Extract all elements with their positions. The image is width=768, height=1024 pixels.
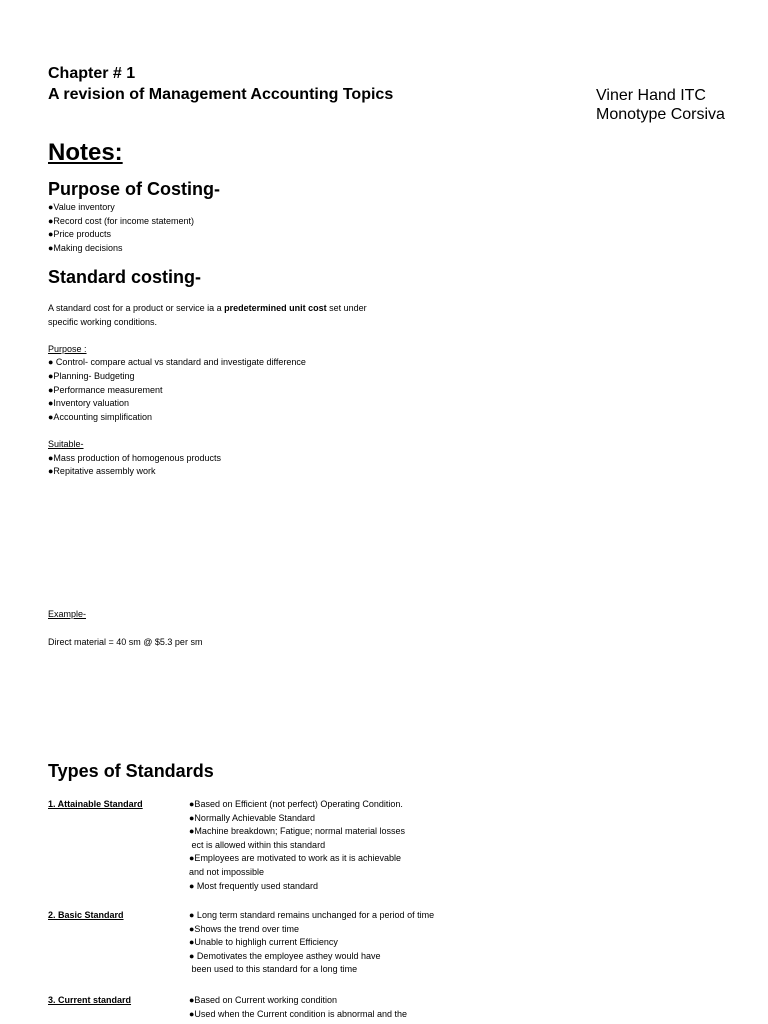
list-item: ●Mass production of homogenous products bbox=[48, 452, 222, 463]
type-name-current: 3. Current standard bbox=[48, 995, 132, 1005]
list-item: ●Employees are motivated to work as it is achievable bbox=[189, 853, 402, 864]
list-item: ● Long term standard remains unchanged for a period of time bbox=[189, 910, 435, 920]
list-item: ●Price products bbox=[48, 229, 111, 240]
standard-costing-heading: Standard costing- bbox=[48, 267, 202, 287]
list-item: ●Used when the Current condition is abnormal and the bbox=[189, 1008, 408, 1019]
list-item: ●Unable to highligh current Efficiency bbox=[189, 937, 338, 948]
list-item: ●Repitative assembly work bbox=[48, 466, 156, 477]
types-of-standards-heading: Types of Standards bbox=[48, 761, 214, 781]
list-item: ●Based on Efficient (not perfect) Operating Condition. bbox=[189, 799, 403, 809]
example-label: Example- bbox=[48, 609, 87, 619]
list-item: ●Value inventory bbox=[48, 202, 115, 212]
list-item: ●Normally Achievable Standard bbox=[189, 812, 315, 823]
definition-text-end: set under bbox=[326, 303, 367, 313]
font-note-1: Viner Hand ITC bbox=[596, 87, 706, 104]
list-item: and not impossible bbox=[189, 866, 265, 877]
list-item: ●Accounting simplification bbox=[48, 411, 152, 422]
type-details-basic bbox=[189, 909, 434, 977]
type-name-attainable: 1. Attainable Standard bbox=[48, 799, 143, 809]
example-text: Direct material = 40 sm @ $5.3 per sm bbox=[48, 637, 203, 647]
chapter-number: Chapter # 1 bbox=[48, 65, 136, 82]
purpose-of-costing-list bbox=[48, 201, 194, 255]
list-item: ●Planning- Budgeting bbox=[48, 370, 135, 381]
list-item: ●Making decisions bbox=[48, 242, 123, 253]
list-item: ect is allowed within this standard bbox=[189, 839, 326, 850]
list-item: ●Inventory valuation bbox=[48, 398, 129, 409]
type-details-current bbox=[189, 994, 407, 1024]
list-item: ● Most frequently used standard bbox=[189, 880, 319, 891]
list-item: ●Shows the trend over time bbox=[189, 923, 299, 934]
list-item: ●Machine breakdown; Fatigue; normal material losses bbox=[189, 826, 406, 837]
chapter-title: A revision of Management Accounting Topics bbox=[48, 86, 394, 103]
definition-bold: predetermined unit cost bbox=[224, 303, 327, 313]
purpose-of-costing-heading: Purpose of Costing- bbox=[48, 179, 220, 199]
type-name-basic: 2. Basic Standard bbox=[48, 910, 124, 920]
suitable-label: Suitable- bbox=[48, 438, 84, 449]
list-item: ●Based on Current working condition bbox=[189, 995, 338, 1005]
standard-costing-definition bbox=[48, 302, 367, 479]
list-item: ●Record cost (for income statement) bbox=[48, 215, 194, 226]
notes-heading: Notes: bbox=[48, 139, 123, 166]
list-item: ● Demotivates the employee asthey would have bbox=[189, 950, 381, 961]
list-item: ● Control- compare actual vs standard and investigate difference bbox=[48, 357, 306, 368]
definition-text: A standard cost for a product or service ia a bbox=[48, 303, 225, 313]
type-details-attainable bbox=[189, 798, 405, 893]
font-note-2: Monotype Corsiva bbox=[596, 106, 725, 123]
definition-line-2: specific working conditions. bbox=[48, 316, 158, 327]
purpose-label: Purpose : bbox=[48, 343, 87, 354]
list-item: been used to this standard for a long time bbox=[189, 964, 358, 975]
list-item: ●Performance measurement bbox=[48, 384, 163, 395]
